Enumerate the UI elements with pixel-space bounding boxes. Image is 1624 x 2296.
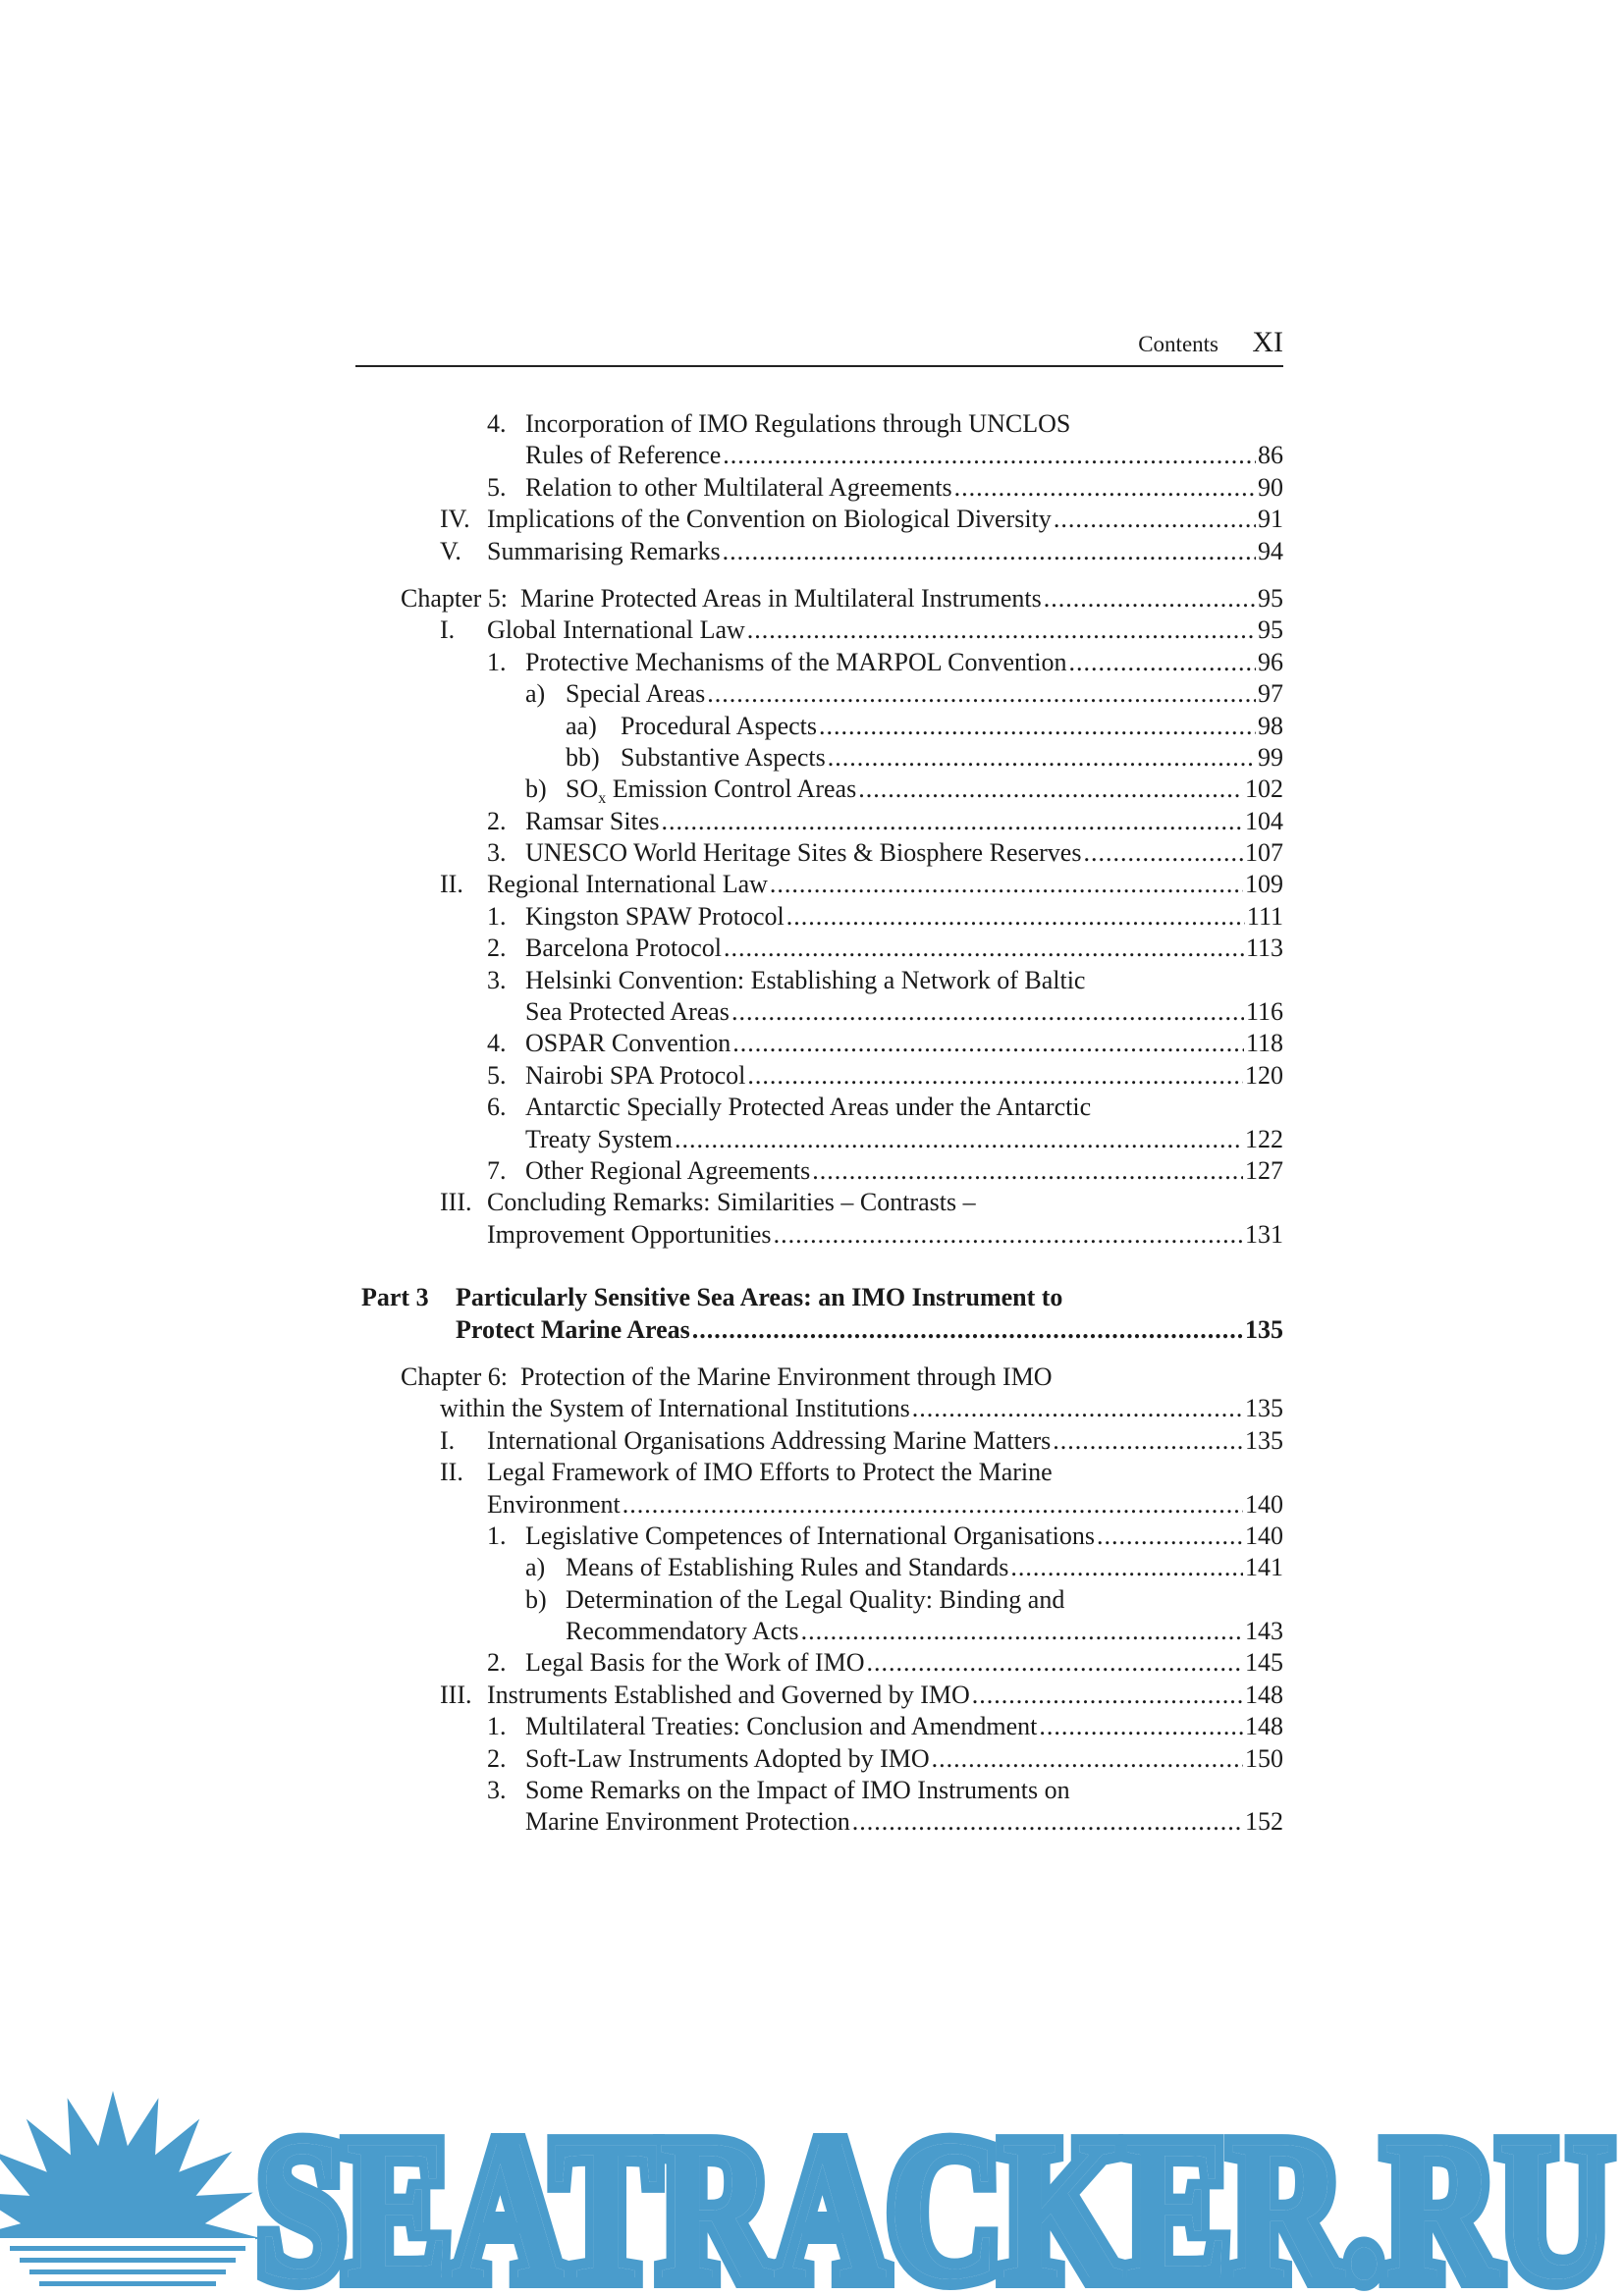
toc-entry-title: Legal Framework of IMO Efforts to Protect the Marine — [487, 1458, 1053, 1487]
toc-entry-title: Other Regional Agreements — [525, 1155, 811, 1185]
toc-entry-line — [355, 440, 1283, 471]
toc-entry-line — [355, 1060, 1283, 1092]
toc-page-number: 111 — [1246, 901, 1283, 931]
toc-entry-number: 1. — [487, 901, 507, 931]
toc-page-number: 150 — [1245, 1743, 1283, 1773]
toc-entry-line — [355, 1521, 1283, 1552]
toc-entry-line — [355, 647, 1283, 678]
toc-entry-line — [355, 1393, 1283, 1424]
toc-entry-number: 4. — [487, 1029, 507, 1058]
toc-entry-title: Concluding Remarks: Similarities – Contrasts – — [487, 1188, 976, 1217]
leader-dots — [932, 1743, 1243, 1775]
toc-entry-line — [355, 583, 1283, 614]
toc-page-number: 98 — [1258, 711, 1283, 740]
leader-dots — [724, 933, 1244, 964]
toc-page-number: 91 — [1258, 505, 1283, 534]
toc-page-number: 131 — [1245, 1219, 1283, 1249]
toc-entry-number: 2. — [487, 1648, 507, 1678]
leader-dots — [723, 440, 1256, 471]
sun-icon — [0, 2091, 260, 2296]
toc-entry-title: Soft-Law Instruments Adopted by IMO — [525, 1743, 930, 1773]
leader-dots — [747, 1060, 1243, 1092]
leader-dots — [801, 1616, 1243, 1647]
toc-entry-line — [355, 774, 1283, 808]
toc-entry-title: Incorporation of IMO Regulations through UNCLOS — [525, 409, 1071, 438]
toc-entry-number: aa) — [566, 711, 597, 740]
leader-dots — [912, 1393, 1243, 1424]
toc-entry-number: 2. — [487, 934, 507, 963]
toc-entry-line — [355, 1092, 1283, 1123]
toc-page-number: 102 — [1245, 774, 1283, 804]
toc-entry-number: 2. — [487, 1743, 507, 1773]
toc-page-number: 113 — [1245, 934, 1283, 963]
chapter-label: Chapter 6: — [401, 1362, 514, 1391]
toc-entry-number: III. — [440, 1188, 472, 1217]
toc-page-number: 99 — [1258, 742, 1283, 772]
toc-page-number: 96 — [1258, 647, 1283, 676]
toc-entry-title: International Organisations Addressing Marine Matters — [487, 1425, 1052, 1455]
toc-entry-line — [355, 965, 1283, 996]
toc-entry-line — [355, 1314, 1283, 1346]
title-subscript: x — [598, 790, 607, 808]
toc-page-number: 109 — [1245, 870, 1283, 899]
toc-entry-line — [355, 1362, 1283, 1393]
toc-entry-number: 3. — [487, 1776, 507, 1805]
toc-entry-title: Determination of the Legal Quality: Binding and — [566, 1584, 1065, 1614]
toc-entry-title — [401, 1362, 1053, 1393]
toc-page-number: 104 — [1245, 806, 1283, 835]
toc-entry-title: Global International Law — [487, 615, 745, 645]
toc-page-number: 140 — [1245, 1521, 1283, 1550]
toc-entry-line — [355, 1457, 1283, 1488]
toc-entry-title: Kingston SPAW Protocol — [525, 901, 785, 931]
toc-page-number: 148 — [1245, 1680, 1283, 1709]
toc-entry-title: Sea Protected Areas — [525, 997, 730, 1027]
toc-entry-line — [355, 1584, 1283, 1616]
toc-entry-number: 5. — [487, 472, 507, 502]
leader-dots — [819, 711, 1256, 742]
leader-dots — [723, 536, 1256, 567]
toc-entry-title: Marine Environment Protection — [525, 1807, 850, 1837]
toc-entry-line — [355, 901, 1283, 933]
toc-entry-title: Helsinki Convention: Establishing a Network of Baltic — [525, 965, 1086, 994]
leader-dots — [747, 614, 1256, 646]
toc-entry-title: Protective Mechanisms of the MARPOL Convention — [525, 647, 1067, 676]
leader-dots — [1039, 1711, 1243, 1742]
toc-entry-title: Recommendatory Acts — [566, 1617, 799, 1646]
toc-entry-line — [355, 996, 1283, 1028]
chapter-label: Chapter 5: — [401, 583, 514, 613]
toc-entry-line — [355, 1743, 1283, 1775]
toc-page-number: 120 — [1245, 1060, 1283, 1090]
toc-page-number: 152 — [1245, 1807, 1283, 1837]
leader-dots — [866, 1647, 1243, 1679]
toc-entry-number: 1. — [487, 647, 507, 676]
toc-entry-number: b) — [525, 774, 547, 804]
toc-entry-number: bb) — [566, 742, 600, 772]
toc-entry-number: 4. — [487, 409, 507, 438]
toc-entry-title: Multilateral Treaties: Conclusion and Amendment — [525, 1712, 1038, 1741]
toc-page-number: 86 — [1258, 441, 1283, 470]
toc-entry-number: V. — [440, 536, 461, 565]
toc-page-number: 135 — [1245, 1314, 1283, 1344]
toc-entry-title: Instruments Established and Governed by IMO — [487, 1680, 970, 1709]
toc-entry-title: Procedural Aspects — [621, 711, 818, 740]
toc-entry-number: I. — [440, 615, 456, 645]
table-of-contents — [355, 408, 1283, 1839]
toc-entry-title: Summarising Remarks — [487, 536, 721, 565]
leader-dots — [1083, 837, 1243, 869]
toc-entry-title: Special Areas — [566, 679, 706, 709]
header-label: Contents — [1138, 332, 1218, 356]
toc-entry-line — [355, 504, 1283, 535]
toc-entry-title: Rules of Reference — [525, 441, 722, 470]
toc-page-number: 107 — [1245, 838, 1283, 868]
toc-page-number: 95 — [1258, 615, 1283, 645]
toc-entry-title: Antarctic Specially Protected Areas under the Antarctic — [525, 1093, 1092, 1122]
toc-entry-number: a) — [525, 679, 546, 709]
toc-page-number: 141 — [1245, 1553, 1283, 1582]
leader-dots — [707, 678, 1256, 710]
toc-entry-line — [355, 1647, 1283, 1679]
toc-page-number: 94 — [1258, 536, 1283, 565]
toc-entry-line — [355, 1282, 1283, 1313]
toc-entry-number: 1. — [487, 1712, 507, 1741]
toc-entry-title: Substantive Aspects — [621, 742, 826, 772]
toc-entry-line — [355, 837, 1283, 869]
toc-entry-title: Treaty System — [525, 1124, 673, 1153]
toc-page-number: 95 — [1258, 583, 1283, 613]
toc-page-number: 140 — [1245, 1489, 1283, 1519]
toc-entry-number: 3. — [487, 838, 507, 868]
leader-dots — [732, 1028, 1244, 1059]
title-part: SO — [566, 774, 599, 804]
leader-dots — [786, 901, 1245, 933]
toc-page-number: 127 — [1245, 1155, 1283, 1185]
leader-dots — [774, 1219, 1243, 1251]
toc-entry-number: 2. — [487, 806, 507, 835]
toc-entry-line — [355, 742, 1283, 774]
toc-entry-title: Means of Establishing Rules and Standards — [566, 1553, 1009, 1582]
toc-entry-title: Nairobi SPA Protocol — [525, 1060, 746, 1090]
toc-entry-line — [355, 1775, 1283, 1806]
toc-entry-line — [355, 869, 1283, 900]
toc-entry-line — [355, 1028, 1283, 1059]
toc-entry-line — [355, 472, 1283, 504]
leader-dots — [1010, 1552, 1243, 1583]
toc-entry-title: Ramsar Sites — [525, 806, 660, 835]
toc-entry-title: Particularly Sensitive Sea Areas: an IMO Instrument to — [456, 1283, 1063, 1312]
leader-dots — [1044, 583, 1256, 614]
toc-entry-line — [355, 536, 1283, 567]
toc-entry-title: Some Remarks on the Impact of IMO Instruments on — [525, 1776, 1070, 1805]
toc-entry-title: Environment — [487, 1489, 621, 1519]
toc-entry-number: 1. — [487, 1521, 507, 1550]
toc-entry-number: 5. — [487, 1060, 507, 1090]
toc-entry-number: b) — [525, 1584, 547, 1614]
header-page-number: XI — [1252, 326, 1283, 358]
leader-dots — [852, 1806, 1243, 1838]
toc-entry-line — [355, 408, 1283, 440]
leader-dots — [1068, 647, 1256, 678]
leader-dots — [770, 869, 1243, 900]
toc-entry-line — [355, 1680, 1283, 1711]
watermark-text: SEATRACKER.RU — [257, 2097, 1612, 2296]
toc-entry-number: III. — [440, 1680, 472, 1709]
toc-entry-title: UNESCO World Heritage Sites & Biosphere Reserves — [525, 838, 1082, 868]
leader-dots — [954, 472, 1256, 504]
leader-dots — [623, 1489, 1243, 1521]
toc-entry-line — [355, 1552, 1283, 1583]
toc-entry-title: Regional International Law — [487, 870, 768, 899]
toc-page-number: 135 — [1245, 1425, 1283, 1455]
toc-entry-line — [355, 711, 1283, 742]
toc-entry-title: Relation to other Multilateral Agreements — [525, 472, 952, 502]
toc-entry-number: 3. — [487, 965, 507, 994]
toc-entry-number: IV. — [440, 505, 470, 534]
toc-entry-line — [355, 1489, 1283, 1521]
toc-entry-title: Legislative Competences of International Organisations — [525, 1521, 1096, 1550]
toc-page-number: 118 — [1245, 1029, 1283, 1058]
toc-entry-number: II. — [440, 870, 463, 899]
leader-dots — [731, 996, 1244, 1028]
toc-page-number: 90 — [1258, 472, 1283, 502]
leader-dots — [972, 1680, 1243, 1711]
toc-entry-title: Implications of the Convention on Biological Diversity — [487, 505, 1052, 534]
toc-entry-title — [566, 774, 857, 808]
toc-entry-line — [355, 1425, 1283, 1457]
leader-dots — [1097, 1521, 1243, 1552]
toc-entry-number: 6. — [487, 1093, 507, 1122]
toc-entry-title: within the System of International Institutions — [440, 1394, 910, 1423]
leader-dots — [812, 1155, 1243, 1187]
toc-entry-line — [355, 1616, 1283, 1647]
running-header — [355, 326, 1283, 367]
toc-entry-title: Improvement Opportunities — [487, 1219, 772, 1249]
leader-dots — [675, 1124, 1243, 1155]
toc-entry-number: a) — [525, 1553, 546, 1582]
leader-dots — [858, 774, 1243, 805]
toc-entry-number: I. — [440, 1425, 456, 1455]
toc-entry-line — [355, 1187, 1283, 1218]
seatracker-watermark — [0, 2081, 1624, 2296]
toc-entry-title: Barcelona Protocol — [525, 934, 722, 963]
toc-entry-line — [355, 1219, 1283, 1251]
toc-entry-title: OSPAR Convention — [525, 1029, 731, 1058]
toc-entry-line — [355, 614, 1283, 646]
toc-page-number: 143 — [1245, 1617, 1283, 1646]
toc-page-number: 148 — [1245, 1712, 1283, 1741]
toc-entry-line — [355, 1806, 1283, 1838]
leader-dots — [1054, 504, 1256, 535]
toc-entry-title: Protect Marine Areas — [456, 1314, 690, 1344]
toc-entry-title: Legal Basis for the Work of IMO — [525, 1648, 865, 1678]
toc-entry-line — [355, 678, 1283, 710]
chapter-title: Marine Protected Areas in Multilateral Instruments — [514, 583, 1042, 613]
leader-dots — [692, 1314, 1243, 1346]
toc-entry-number: Part 3 — [361, 1283, 429, 1312]
toc-entry-line — [355, 806, 1283, 837]
toc-entry-line — [355, 1711, 1283, 1742]
toc-page-number: 145 — [1245, 1648, 1283, 1678]
leader-dots — [1053, 1425, 1243, 1457]
toc-page-number: 122 — [1245, 1124, 1283, 1153]
toc-entry-title — [401, 583, 1042, 614]
toc-entry-line — [355, 933, 1283, 964]
leader-dots — [828, 742, 1256, 774]
chapter-title: Protection of the Marine Environment through IMO — [514, 1362, 1053, 1391]
leader-dots — [662, 806, 1244, 837]
toc-entry-line — [355, 1155, 1283, 1187]
watermark-text-fill: SEATRACKER.RU — [257, 2097, 1612, 2296]
toc-page-number: 135 — [1245, 1394, 1283, 1423]
toc-entry-number: II. — [440, 1458, 463, 1487]
title-part: Emission Control Areas — [606, 774, 857, 804]
toc-entry-line — [355, 1124, 1283, 1155]
toc-entry-number: 7. — [487, 1155, 507, 1185]
toc-page-number: 116 — [1245, 997, 1283, 1027]
toc-page-number: 97 — [1258, 679, 1283, 709]
